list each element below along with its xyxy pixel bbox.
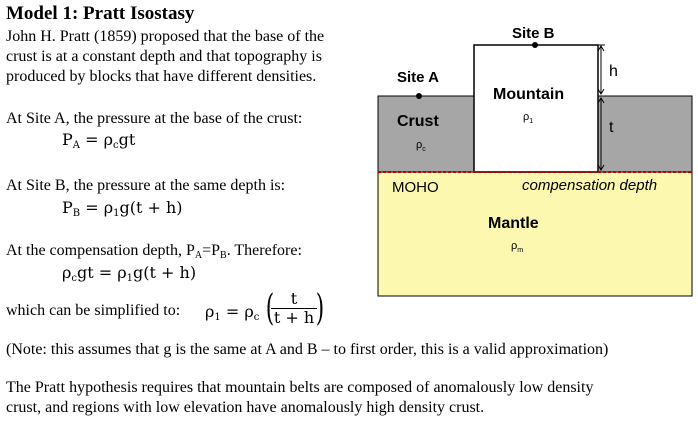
compensation-depth-label: compensation depth: [522, 177, 658, 194]
site-a-label: Site A: [397, 69, 439, 86]
simplified-statement: which can be simplified to:: [6, 302, 181, 319]
site-b-statement: At Site B, the pressure at the same depth is:: [6, 177, 286, 194]
equation-pressure-a: $P_A = \rho_cgt$: [62, 130, 136, 151]
page-title: Model 1: Pratt Isostasy: [6, 3, 195, 24]
crust-density-label: $\rho_c$: [416, 139, 426, 153]
site-b-label: Site B: [512, 25, 555, 42]
moho-label: MOHO: [392, 179, 439, 196]
mountain-density-label: $\rho_1$: [523, 111, 534, 125]
compensation-statement: At the compensation depth, $P_A=P_B$. Therefore:: [6, 242, 302, 261]
site-a-statement: At Site A, the pressure at the base of the crust:: [6, 110, 303, 127]
mantle-density-label: $\rho_m$: [511, 240, 524, 254]
crust-block-left: [378, 96, 474, 172]
t-label: t: [609, 119, 614, 136]
conclusion-line: crust, and regions with low elevation have anomalously high density crust.: [6, 399, 485, 416]
equation-pressure-b: $P_B = \rho_1g(t + h)$: [62, 198, 183, 219]
intro-line: John H. Pratt (1859) proposed that the base of the: [6, 28, 325, 45]
intro-line: crust is at a constant depth and that topography is: [6, 48, 322, 65]
crust-label: Crust: [397, 113, 439, 130]
conclusion-line: The Pratt hypothesis requires that mountain belts are composed of anomalously low density: [6, 379, 594, 396]
mountain-label: Mountain: [493, 86, 565, 103]
h-dimension-arrow: [598, 45, 605, 94]
h-label: h: [609, 63, 618, 80]
site-b-marker: [532, 42, 538, 48]
equation-balance: $\rho_cgt = \rho_1g(t + h)$: [62, 263, 197, 284]
mantle-label: Mantle: [488, 215, 539, 232]
intro-line: produced by blocks that have different densities.: [6, 68, 317, 85]
mountain-block: [474, 45, 598, 172]
approximation-note: (Note: this assumes that g is the same at A and B – to first order, this is a valid approximation): [6, 341, 609, 358]
site-a-marker: [416, 93, 422, 99]
